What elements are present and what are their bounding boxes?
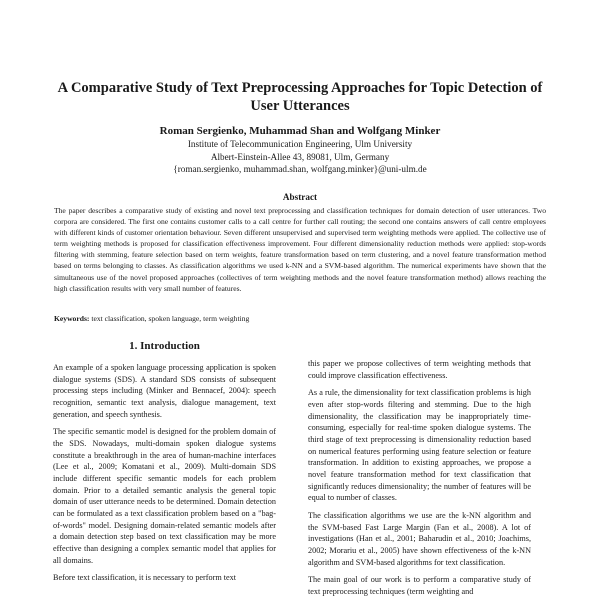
body-paragraph: The classification algorithms we use are the k-NN algorithm and the SVM-based Fast Large Margin (Fan et al., 2008). A lot of investigations (Han et al., 2001; Baharudin et al., 2010; Joachims, 2002; Morariu et al., 2005) have shown effectiveness of the k-NN algorithm and SVM-based algorithms for text classification. [308, 510, 531, 567]
affiliation-emails: {roman.sergienko, muhammad.shan, wolfgang.minker}@uni-ulm.de [173, 164, 427, 174]
left-column [53, 339, 276, 590]
body-paragraph: As a rule, the dimensionality for text classification problems is high even after stop-words filtering and stemming. Due to the high dimensionality, the classification may be inappropriately time-consuming, especially for real-time spoken dialogue systems. The third stage of text preprocessing is dimensionality reduction based on numerical features performing using feature selection or feature transformation. In addition to existing approaches, we propose a novel feature transformation method for text classification that significantly reduces dimensionality; the number of features will be equal to number of classes. [308, 388, 531, 503]
paper-title [40, 79, 560, 115]
affiliation-institute: Institute of Telecommunication Engineering, Ulm University [187, 139, 413, 149]
abstract-heading: Abstract [282, 192, 318, 202]
affiliation-address: Albert-Einstein-Allee 43, 89081, Ulm, Germany [210, 151, 390, 162]
body-paragraph: this paper we propose collectives of term weighting methods that could improve classification effectiveness. [308, 359, 531, 380]
keywords-label: Keywords: [54, 314, 90, 323]
affiliation-block [40, 138, 560, 176]
abstract-text: The paper describes a comparative study of existing and novel text preprocessing and classification techniques for domain detection of user utterances. Two corpora are considered. The first one contains customer calls to a call centre for further call routing; the second one contains answers of call centre employees with different kinds of customer orientation behaviour. Seven different unsupervised and supervised term weighting methods were applied. The collective use of term weighting methods is proposed for classification effectiveness improvement. Four different dimensionality reduction methods were applied: stop-words filtering with stemming, feature selection based on term weights, feature transformation based on term clustering, and a novel feature transformation method based on terms belonging to classes. As classification algorithms we used k-NN and a SVM-based algorithm. The numerical experiments have shown that the simultaneous use of the novel proposed approaches (collectives of term weighting methods and the novel feature transformation method) allows reaching the high classification results with very small number of features. [54, 206, 546, 293]
paper-title-line-1: A Comparative Study of Text Preprocessing Approaches for Topic Detection of [57, 80, 543, 96]
author-list: Roman Sergienko, Muhammad Shan and Wolfgang Minker [159, 125, 441, 137]
keywords-line [54, 313, 546, 324]
section-heading-introduction: 1. Introduction [129, 340, 200, 352]
body-paragraph: Before text classification, it is necessary to perform text [53, 573, 237, 583]
paper-title-line-2: User Utterances [250, 98, 350, 114]
body-paragraph: The specific semantic model is designed for the problem domain of the SDS. Nowadays, multi-domain spoken dialogue systems constitute a breakthrough in the area of human-machine interfaces (Lee et al., 2009; Komatani et al., 2009). Multi-domain SDS include different specific semantic models for each problem domain. Prior to a detailed semantic analysis the general topic domain of user utterance needs to be determined. Domain detection can be formulated as a text classification problem based on a "bag-of-words" model. Designing domain-related semantic models after a domain detection step based on text classification may be more effective than designing a complex semantic model that applies for all domains. [53, 427, 276, 565]
body-paragraph: An example of a spoken language processing application is spoken dialogue systems (SDS). A standard SDS consists of subsequent processing steps including (Minker and Bennacef, 2004): speech recognition, semantic text analysis, dialogue management, text generation, and speech synthesis. [53, 363, 276, 419]
right-column [308, 358, 531, 603]
body-paragraph: The main goal of our work is to perform a comparative study of text preprocessing techniques (term weighting and [308, 575, 531, 596]
keywords-text: text classification, spoken language, term weighting [89, 314, 250, 323]
